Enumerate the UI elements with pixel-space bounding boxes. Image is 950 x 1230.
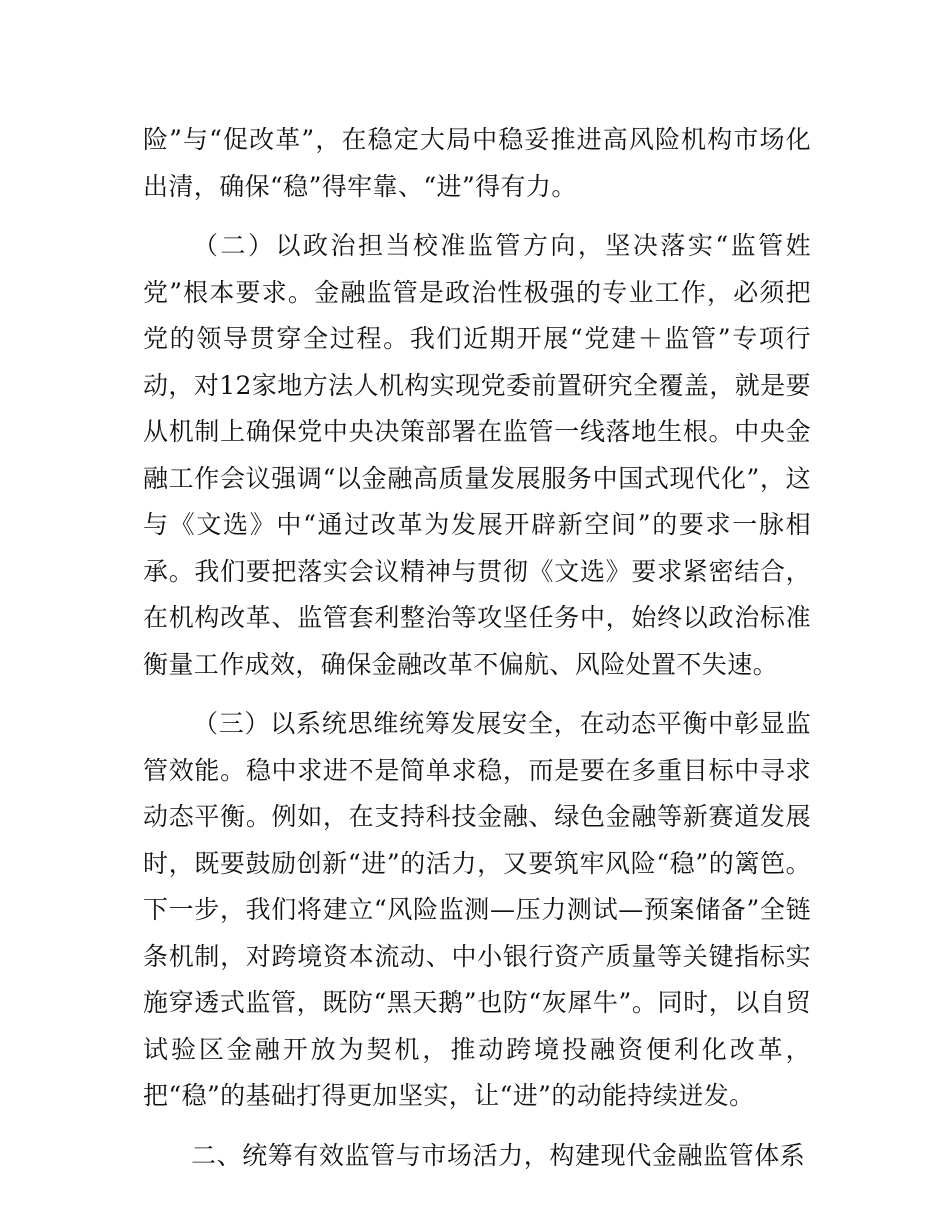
section-heading: 二、统筹有效监管与市场活力，构建现代金融监管体系 — [191, 1140, 806, 1170]
paragraph-section-two: （二）以政治担当校准监管方向，坚决落实“监管姓党”根本要求。金融监管是政治性极强的专业工作，必须把党的领导贯穿全过程。我们近期开展“党建＋监管”专项行动，对12家地方法人机构实现党委前置研究全覆盖，就是要从机制上确保党中央决策部署在监管一线落地生根。中央金融工作会议强调“以金融高质量发展服务中国式现代化”，这与《文选》中“通过改革为发展开辟新空间”的要求一脉相承。我们要把落实会议精神与贯彻《文选》要求紧密结合，在机构改革、监管套利整治等攻坚任务中，始终以政治标准衡量工作成效，确保金融改革不偏航、风险处置不失速。 — [143, 231, 811, 679]
paragraph-section-three: （三）以系统思维统筹发展安全，在动态平衡中彰显监管效能。稳中求进不是简单求稳，而是要在多重目标中寻求动态平衡。例如，在支持科技金融、绿色金融等新赛道发展时，既要鼓励创新“进”的活力，又要筑牢风险“稳”的篱笆。下一步，我们将建立“风险监测—压力测试—预案储备”全链条机制，对跨境资本流动、中小银行资产质量等关键指标实施穿透式监管，既防“黑天鹅”也防“灰犀牛”。同时，以自贸试验区金融开放为契机，推动跨境投融资便利化改革，把“稳”的基础打得更加坚实，让“进”的动能持续迸发。 — [143, 709, 811, 1110]
paragraph-continuation: 险”与“促改革”，在稳定大局中稳妥推进高风险机构市场化出清，确保“稳”得牢靠、“进”得有力。 — [143, 125, 811, 201]
document-page — [143, 117, 811, 1179]
